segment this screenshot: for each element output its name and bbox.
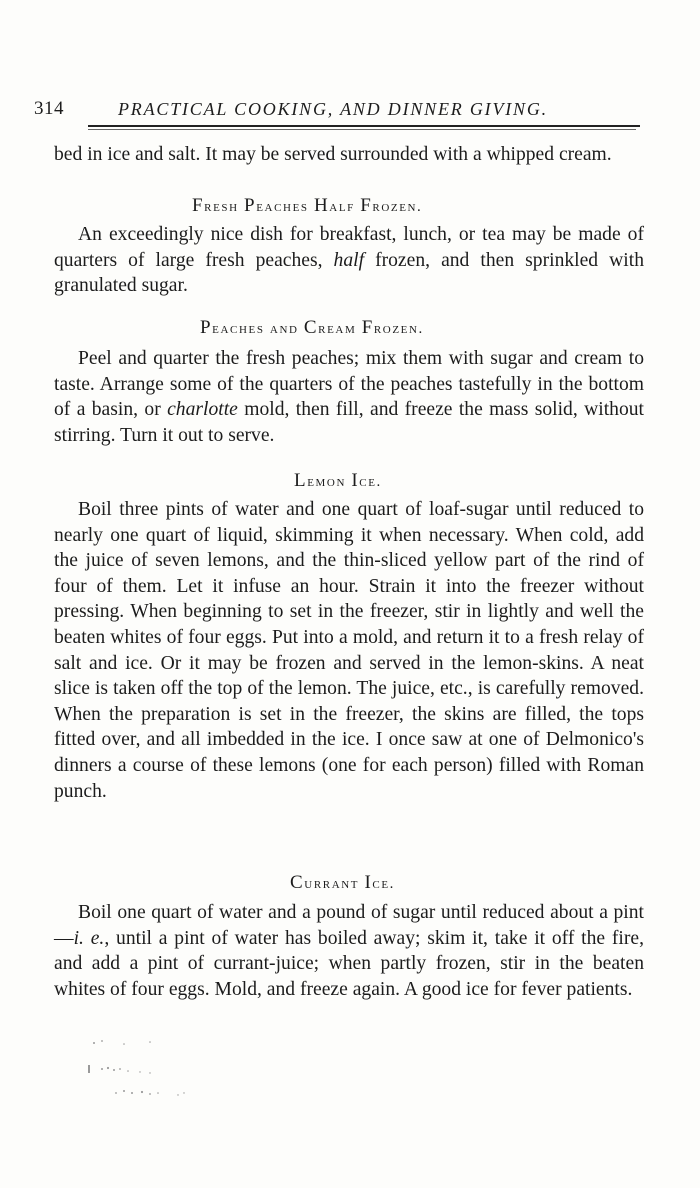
intro-text: bed in ice and salt. It may be served surrounded with a whipped cream. [54, 144, 612, 165]
section-title-fresh-peaches: Fresh Peaches Half Frozen. [192, 195, 423, 216]
section-body-fresh-peaches: An exceedingly nice dish for breakfast, lunch, or tea may be made of quarters of large fresh peaches, half frozen, and then sprinkled with granulated sugar. [54, 224, 644, 297]
section-title-lemon-ice: Lemon Ice. [294, 470, 382, 491]
section-title-peaches-cream: Peaches and Cream Frozen. [200, 317, 424, 338]
intro-paragraph [54, 142, 644, 168]
section-body-lemon-ice: Boil three pints of water and one quart of loaf-sugar until reduced to nearly one quart of liquid, skimming it when necessary. When cold, add the juice of seven lemons, and the thin-sliced yellow part of the rind of four of them. Let it infuse an hour. Strain it into the freezer without pressing. When beginning to set in the freezer, stir in lightly and well the beaten whites of four eggs. Put into a mold, and return it to a fresh relay of salt and ice. Or it may be frozen and served in the lemon-skins. A neat slice is taken off the top of the lemon. The juice, etc., is carefully removed. When the preparation is set in the freezer, the skins are filled, the tops fitted over, and all imbedded in the ice. I once saw at one of Delmonico's dinners a course of these lemons (one for each person) filled with Roman punch. [54, 499, 644, 802]
running-head [34, 96, 644, 122]
header-rule-thin [88, 129, 636, 130]
section-title-currant-ice: Currant Ice. [290, 872, 396, 893]
header-rule [88, 125, 640, 127]
section-body-currant-ice: Boil one quart of water and a pound of sugar until reduced about a pint—i. e., until a pint of water has boiled away; skim it, take it off the fire, and add a pint of currant-juice; when partly frozen, stir in the beaten whites of four eggs. Mold, and freeze again. A good ice for fever patients. [54, 902, 645, 1000]
section-body-peaches-cream: Peel and quarter the fresh peaches; mix them with sugar and cream to taste. Arrange some of the quarters of the peaches tastefully in the bottom of a basin, or charlotte mold, then fill, and freeze the mass solid, without stirring. Turn it out to serve. [54, 348, 644, 446]
show-through-specks [80, 1035, 260, 1105]
running-title: PRACTICAL COOKING, AND DINNER GIVING. [118, 99, 548, 119]
page-number: 314 [34, 98, 64, 119]
